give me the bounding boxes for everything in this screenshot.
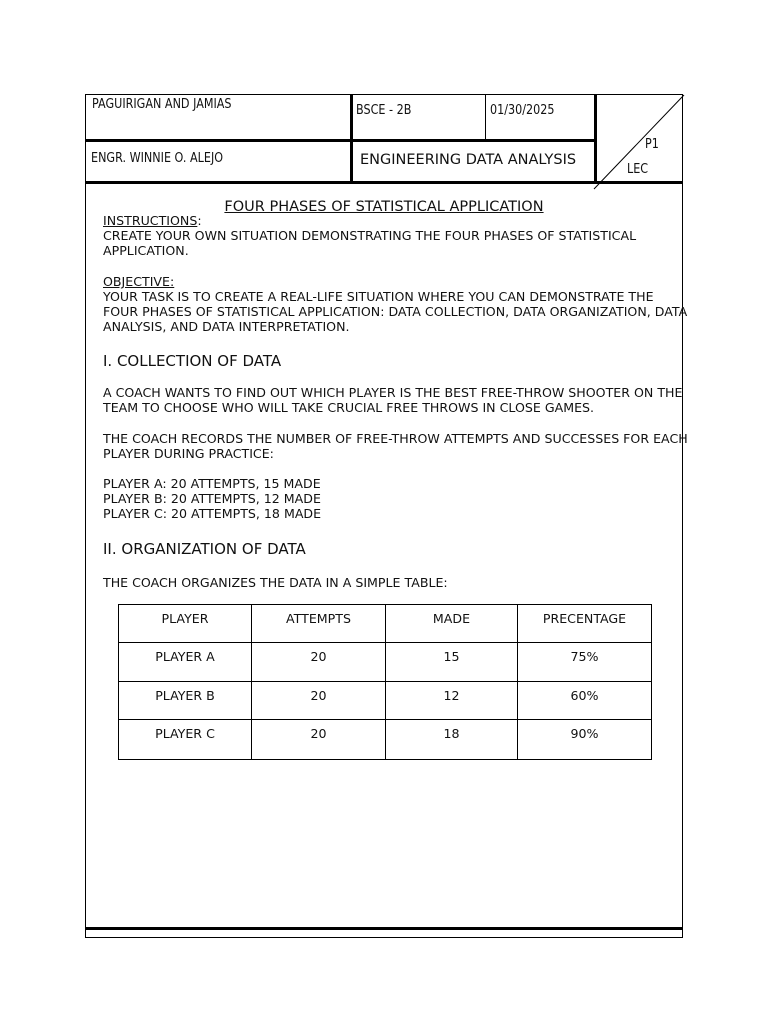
record-player-b: PLAYER B: 20 ATTEMPTS, 12 MADE (103, 491, 321, 506)
table-cell: 60% (518, 682, 652, 720)
header-divider-1 (85, 139, 595, 142)
table-row (119, 643, 652, 682)
students-names: PAGUIRIGAN AND JAMIAS (92, 97, 232, 112)
instructor-name: ENGR. WINNIE O. ALEJO (91, 151, 224, 166)
section-2-heading: II. ORGANIZATION OF DATA (103, 540, 306, 558)
table-row (119, 682, 652, 720)
section-code: BSCE - 2B (356, 103, 412, 118)
objective-label: OBJECTIVE: (103, 274, 175, 289)
period-label: P1 (645, 137, 659, 152)
section-1-para-1-line-1: A COACH WANTS TO FIND OUT WHICH PLAYER IS THE BEST FREE-THROW SHOOTER ON THE (103, 385, 683, 400)
section-2-intro: THE COACH ORGANIZES THE DATA IN A SIMPLE TABLE: (103, 575, 448, 590)
table-cell: PLAYER B (119, 682, 252, 720)
objective-line-2: FOUR PHASES OF STATISTICAL APPLICATION: DATA COLLECTION, DATA ORGANIZATION, DATA (103, 304, 688, 319)
table-cell: 15 (386, 643, 518, 682)
table-header-cell: MADE (386, 605, 518, 643)
footer-rule-thick (85, 927, 683, 930)
record-player-a: PLAYER A: 20 ATTEMPTS, 15 MADE (103, 476, 321, 491)
course-title: ENGINEERING DATA ANALYSIS (360, 152, 577, 168)
table-header-cell: ATTEMPTS (252, 605, 386, 643)
table-cell: 20 (252, 682, 386, 720)
table-row (119, 720, 652, 760)
header-vdivider-2 (485, 95, 486, 140)
instructions-line-2: APPLICATION. (103, 243, 189, 258)
record-player-c: PLAYER C: 20 ATTEMPTS, 18 MADE (103, 506, 322, 521)
class-type-label: LEC (627, 162, 649, 177)
section-1-para-2-line-1: THE COACH RECORDS THE NUMBER OF FREE-THROW ATTEMPTS AND SUCCESSES FOR EACH (103, 431, 688, 446)
instructions-line-1: CREATE YOUR OWN SITUATION DEMONSTRATING THE FOUR PHASES OF STATISTICAL (103, 228, 637, 243)
table-header-row (119, 605, 652, 643)
table-cell: PLAYER C (119, 720, 252, 760)
instructions-label: INSTRUCTIONS (103, 213, 198, 228)
table-cell: 75% (518, 643, 652, 682)
table-cell: PLAYER A (119, 643, 252, 682)
table-header-cell: PLAYER (119, 605, 252, 643)
document-title: FOUR PHASES OF STATISTICAL APPLICATION (224, 199, 544, 215)
table-cell: 20 (252, 643, 386, 682)
table-cell: 12 (386, 682, 518, 720)
section-1-para-2-line-2: PLAYER DURING PRACTICE: (103, 446, 274, 461)
objective-line-1: YOUR TASK IS TO CREATE A REAL-LIFE SITUATION WHERE YOU CAN DEMONSTRATE THE (103, 289, 654, 304)
instructions-heading (103, 213, 202, 228)
table-cell: 20 (252, 720, 386, 760)
table-cell: 18 (386, 720, 518, 760)
header-vdivider-1 (350, 95, 353, 183)
table-cell: 90% (518, 720, 652, 760)
objective-line-3: ANALYSIS, AND DATA INTERPRETATION. (103, 319, 350, 334)
instructions-colon: : (197, 213, 202, 228)
section-1-para-1-line-2: TEAM TO CHOOSE WHO WILL TAKE CRUCIAL FREE THROWS IN CLOSE GAMES. (103, 400, 595, 415)
section-1-heading: I. COLLECTION OF DATA (103, 352, 282, 370)
submission-date: 01/30/2025 (490, 103, 555, 118)
table-header-cell: PRECENTAGE (518, 605, 652, 643)
data-table (118, 604, 652, 760)
